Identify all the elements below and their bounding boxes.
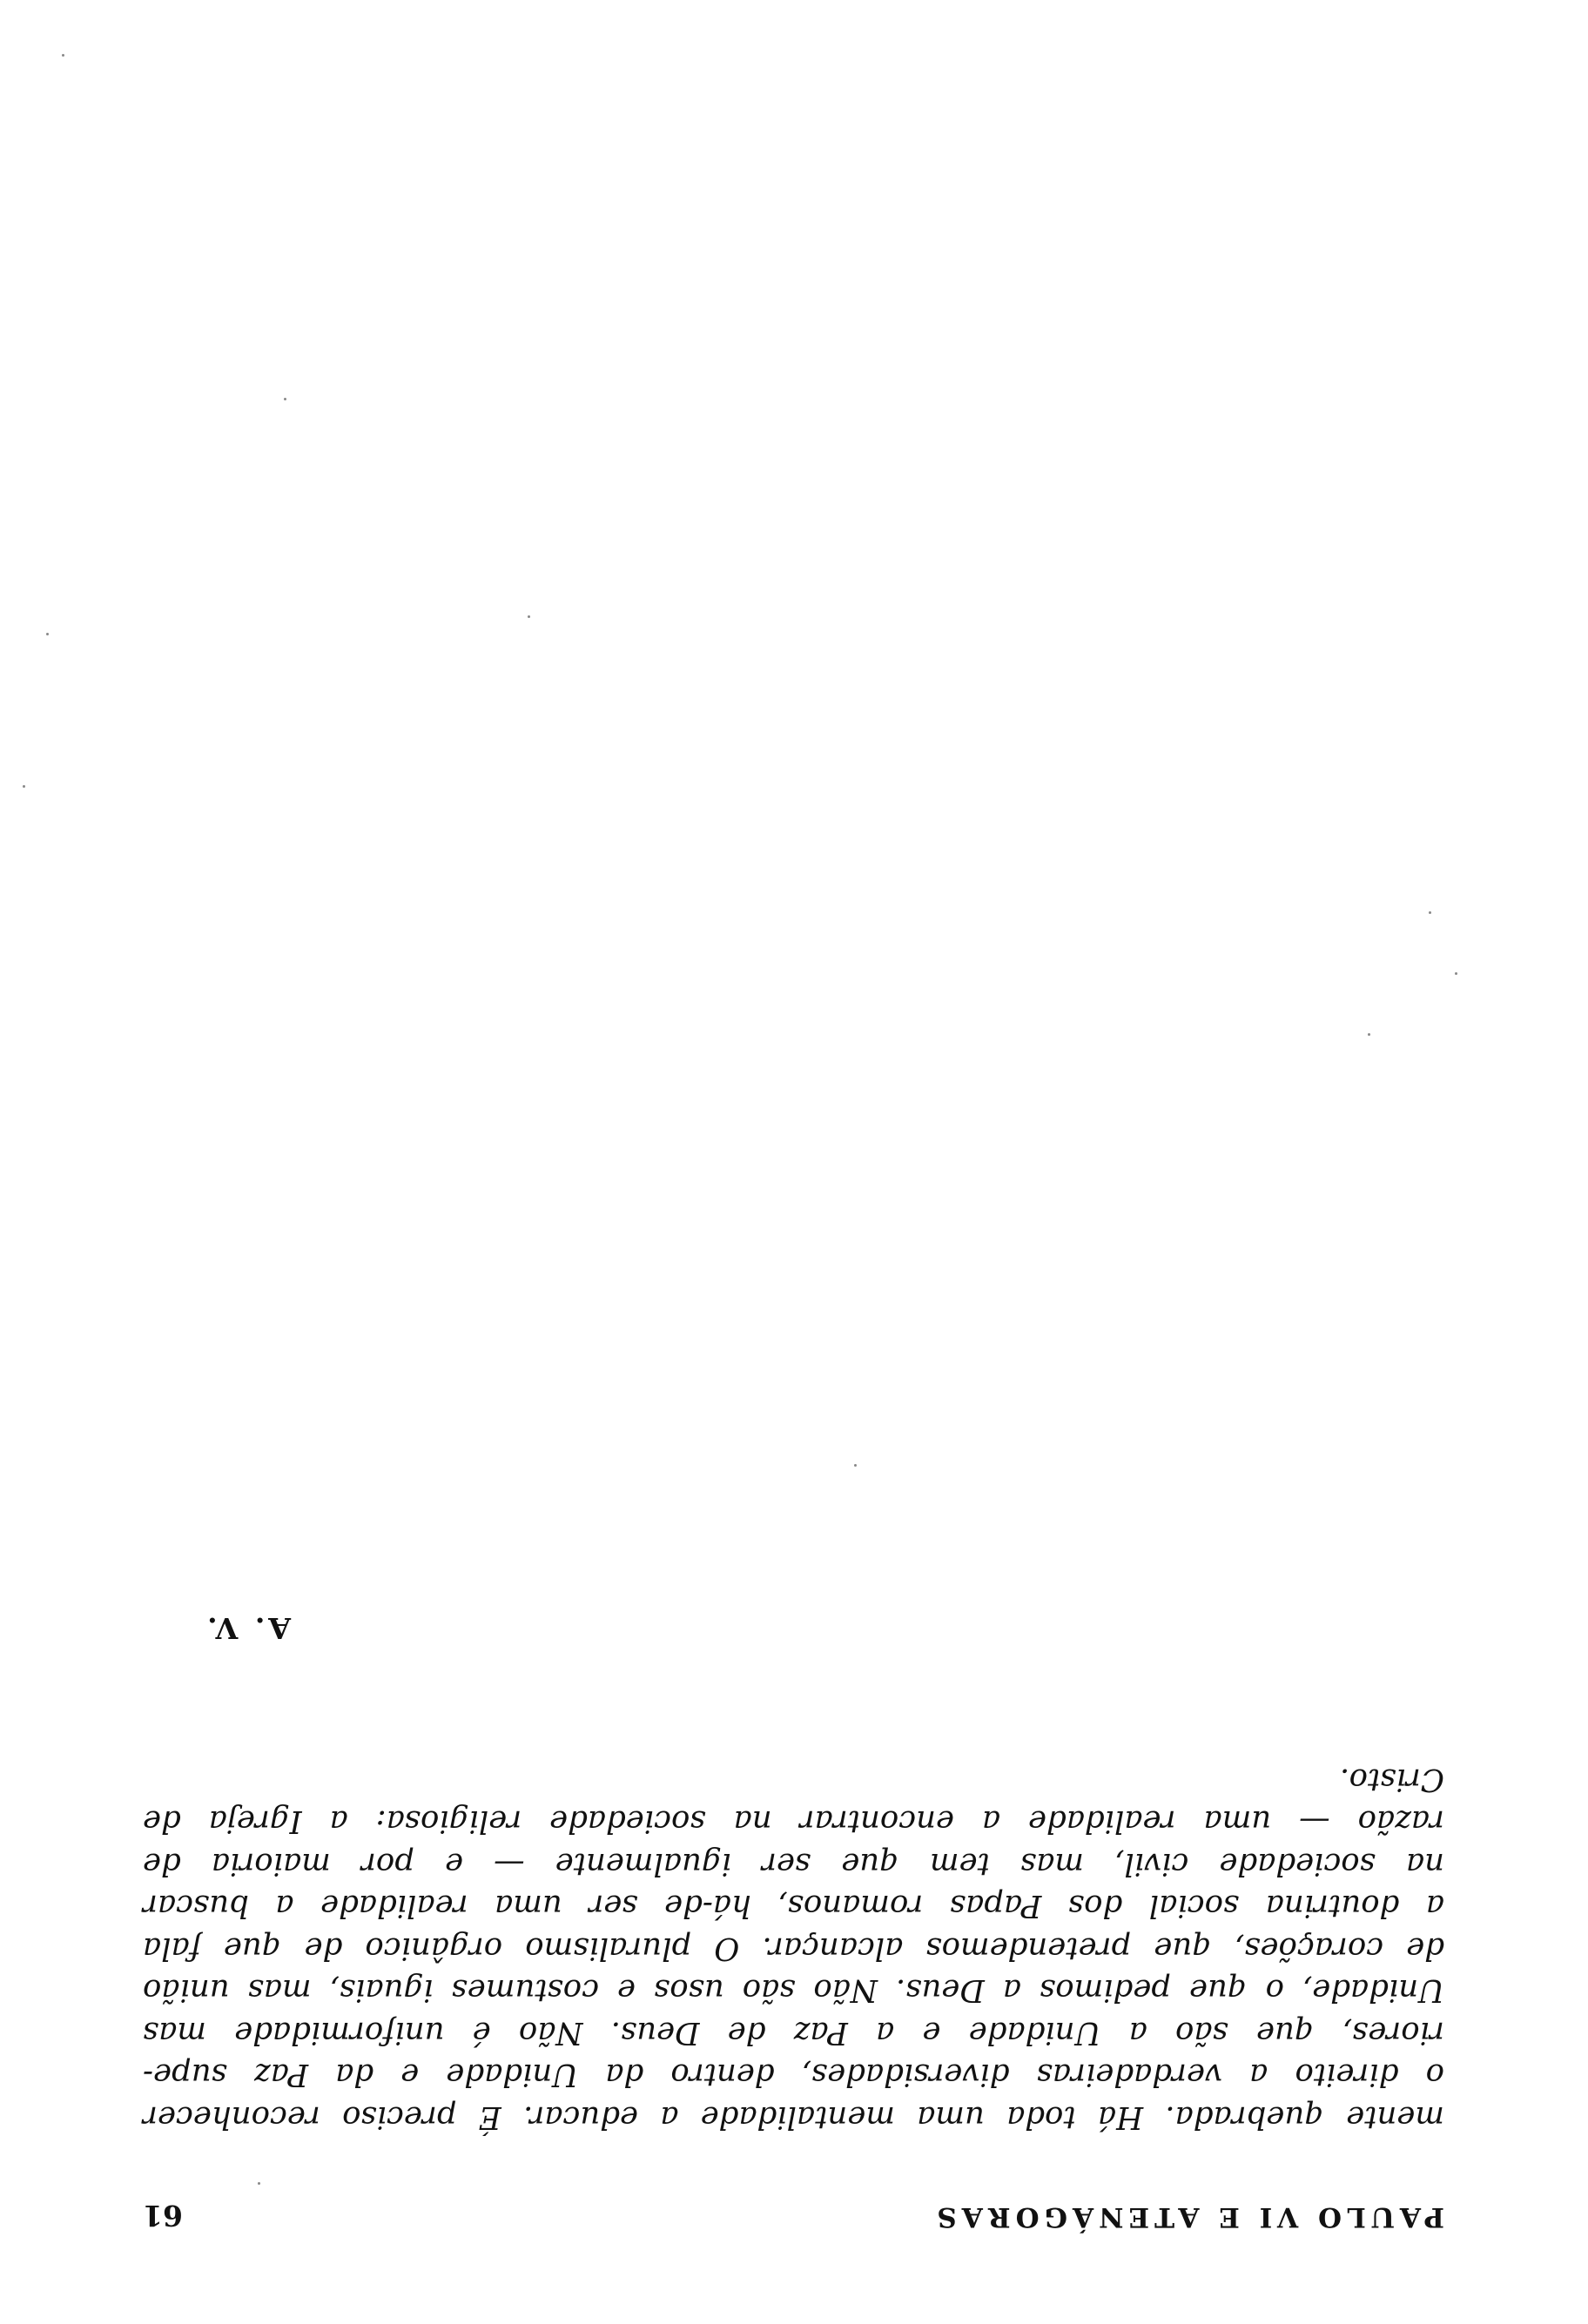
scan-speck (284, 398, 286, 400)
author-signature: A. V. (204, 1611, 291, 1645)
text-line: a doutrina social dos Papas romanos, há-de ser uma realidade a buscar (143, 1888, 1444, 1924)
text-line: o direito a verdadeiras diversidades, dentro da Unidade e da Paz supe- (143, 2057, 1444, 2093)
text-line: razão — uma realidade a encontrar na sociedade religiosa: a Igreja de (143, 1803, 1444, 1840)
text-line: riores, que são a Unidade e a Paz de Deus. Não é uniformidade mas (143, 2015, 1444, 2051)
text-line: de corações, que pretendemos alcançar. O pluralismo orgânico de que fala (143, 1931, 1444, 1966)
text-line: na sociedade civil, mas tem que ser igualmente — e por maioria de (143, 1846, 1444, 1882)
running-title: PAULO VI E ATENÁGORAS (932, 2201, 1444, 2233)
page-number: 61 (143, 2199, 183, 2233)
scan-speck (23, 785, 25, 788)
scan-speck (46, 633, 49, 635)
scan-speck (62, 54, 64, 57)
body-paragraph (143, 1758, 1444, 2139)
scan-speck (1429, 911, 1431, 914)
running-head (143, 2180, 1444, 2233)
text-line: mente quebrada. Há toda uma mentalidade a educar. É preciso reconhecer (143, 2099, 1444, 2135)
scan-speck (528, 615, 530, 618)
scan-speck (1368, 1033, 1370, 1036)
scan-speck (258, 2182, 260, 2185)
scan-speck (1455, 972, 1457, 975)
text-line: Unidade, o que pedimos a Deus. Não são usos e costumes iguais, mas união (143, 1972, 1444, 2009)
text-line: Cristo. (1339, 1762, 1444, 1797)
scan-speck (854, 1464, 857, 1467)
